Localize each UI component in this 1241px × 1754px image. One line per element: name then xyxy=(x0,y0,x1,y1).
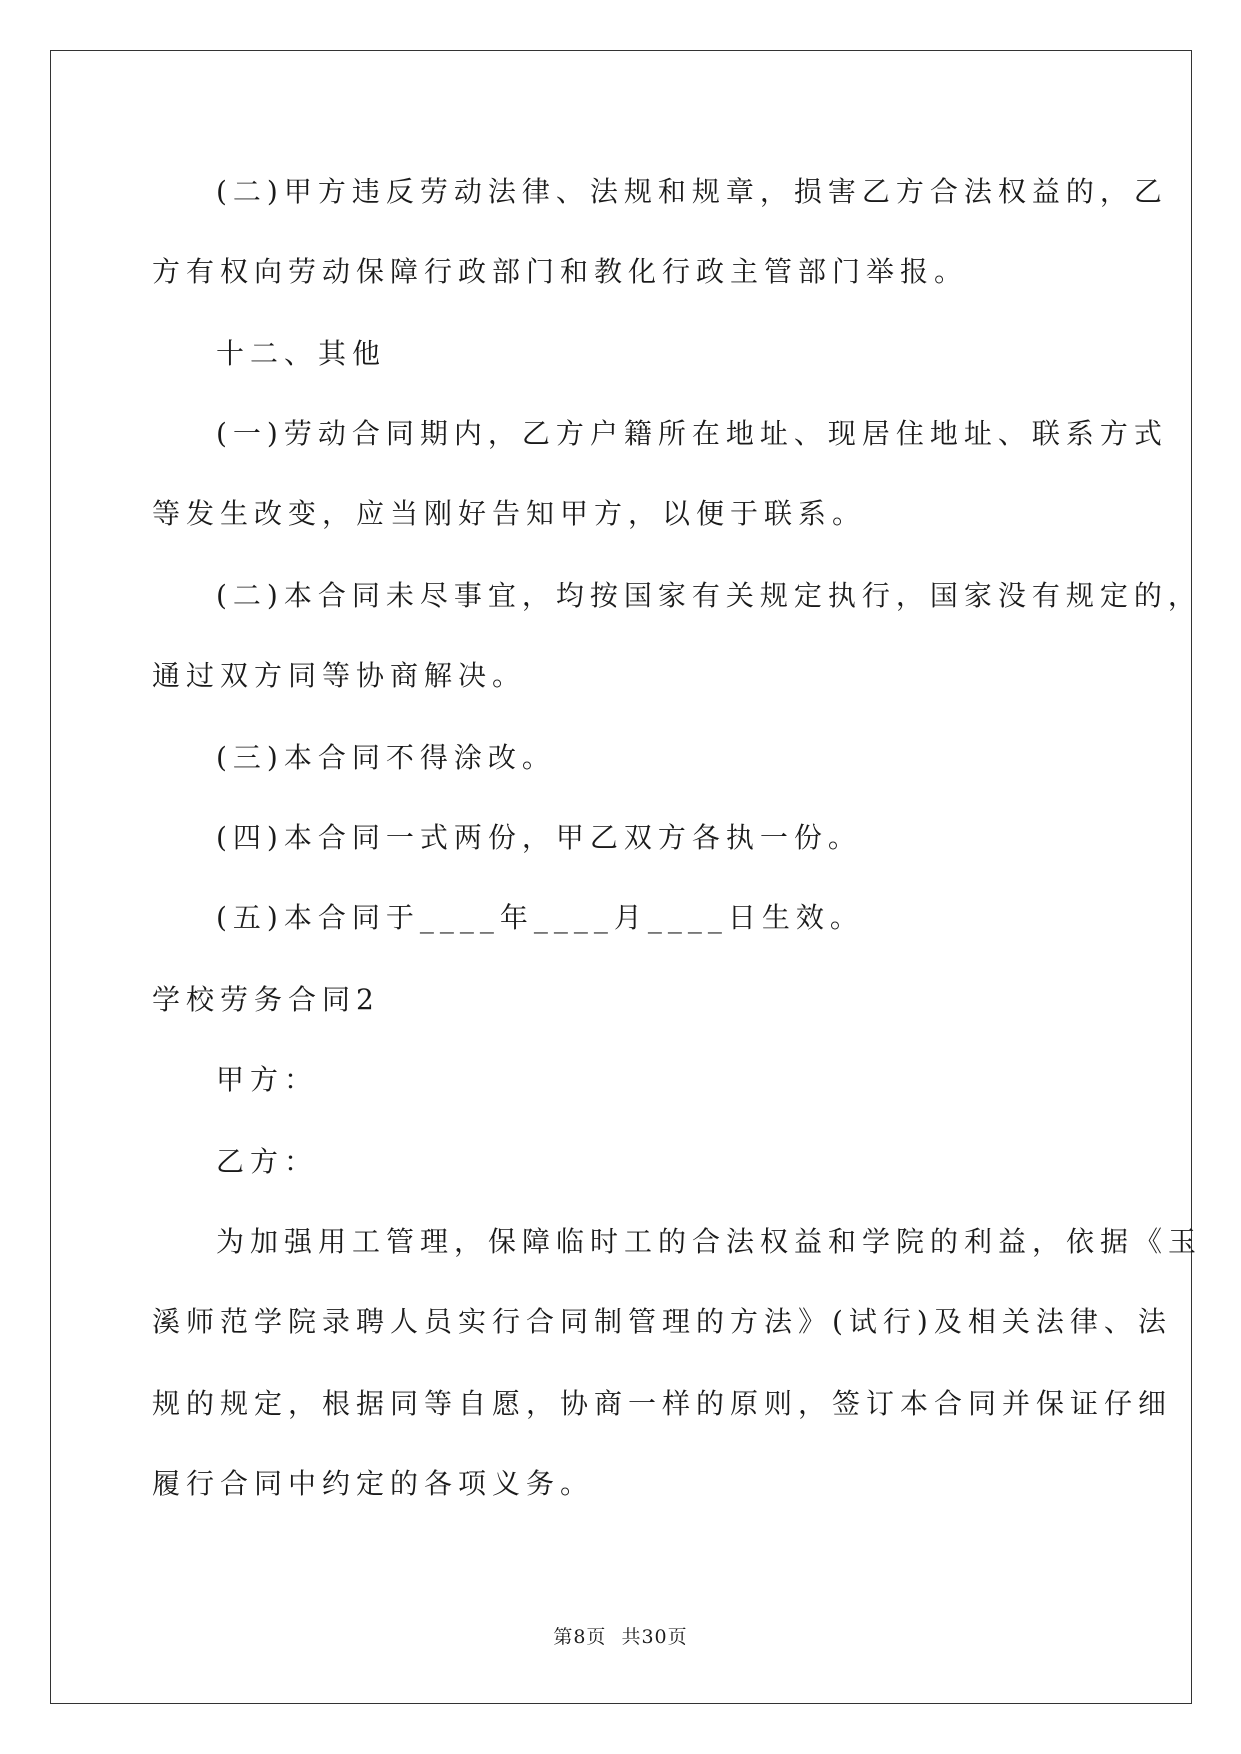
paragraph-line: 溪师范学院录聘人员实行合同制管理的方法》(试行)及相关法律、法 xyxy=(152,1305,1172,1338)
paragraph-line: (四)本合同一式两份，甲乙双方各执一份。 xyxy=(216,821,862,854)
paragraph-line: 为加强用工管理，保障临时工的合法权益和学院的利益，依据《玉 xyxy=(216,1225,1203,1258)
page-number: 第8页 xyxy=(553,1626,607,1648)
party-b-label: 乙方： xyxy=(216,1145,319,1178)
paragraph-line: (二)甲方违反劳动法律、法规和规章，损害乙方合法权益的，乙 xyxy=(216,175,1168,208)
page-border xyxy=(50,50,1192,1704)
paragraph-line: 方有权向劳动保障行政部门和教化行政主管部门举报。 xyxy=(152,255,969,288)
page-total: 共30页 xyxy=(621,1626,688,1648)
section-heading: 十二、其他 xyxy=(216,337,387,370)
paragraph-line: 通过双方同等协商解决。 xyxy=(152,659,527,692)
document-title: 学校劳务合同2 xyxy=(152,983,380,1016)
paragraph-line: 等发生改变，应当刚好告知甲方，以便于联系。 xyxy=(152,497,867,530)
paragraph-line: 规的规定，根据同等自愿，协商一样的原则，签订本合同并保证仔细 xyxy=(152,1387,1173,1420)
paragraph-line: (二)本合同未尽事宜，均按国家有关规定执行，国家没有规定的， xyxy=(216,579,1202,612)
page-footer xyxy=(0,1622,1241,1649)
paragraph-line: 履行合同中约定的各项义务。 xyxy=(152,1467,595,1500)
paragraph-line: (一)劳动合同期内，乙方户籍所在地址、现居住地址、联系方式 xyxy=(216,417,1168,450)
paragraph-line: (五)本合同于____年____月____日生效。 xyxy=(216,901,864,934)
party-a-label: 甲方： xyxy=(216,1063,319,1096)
paragraph-line: (三)本合同不得涂改。 xyxy=(216,741,556,774)
